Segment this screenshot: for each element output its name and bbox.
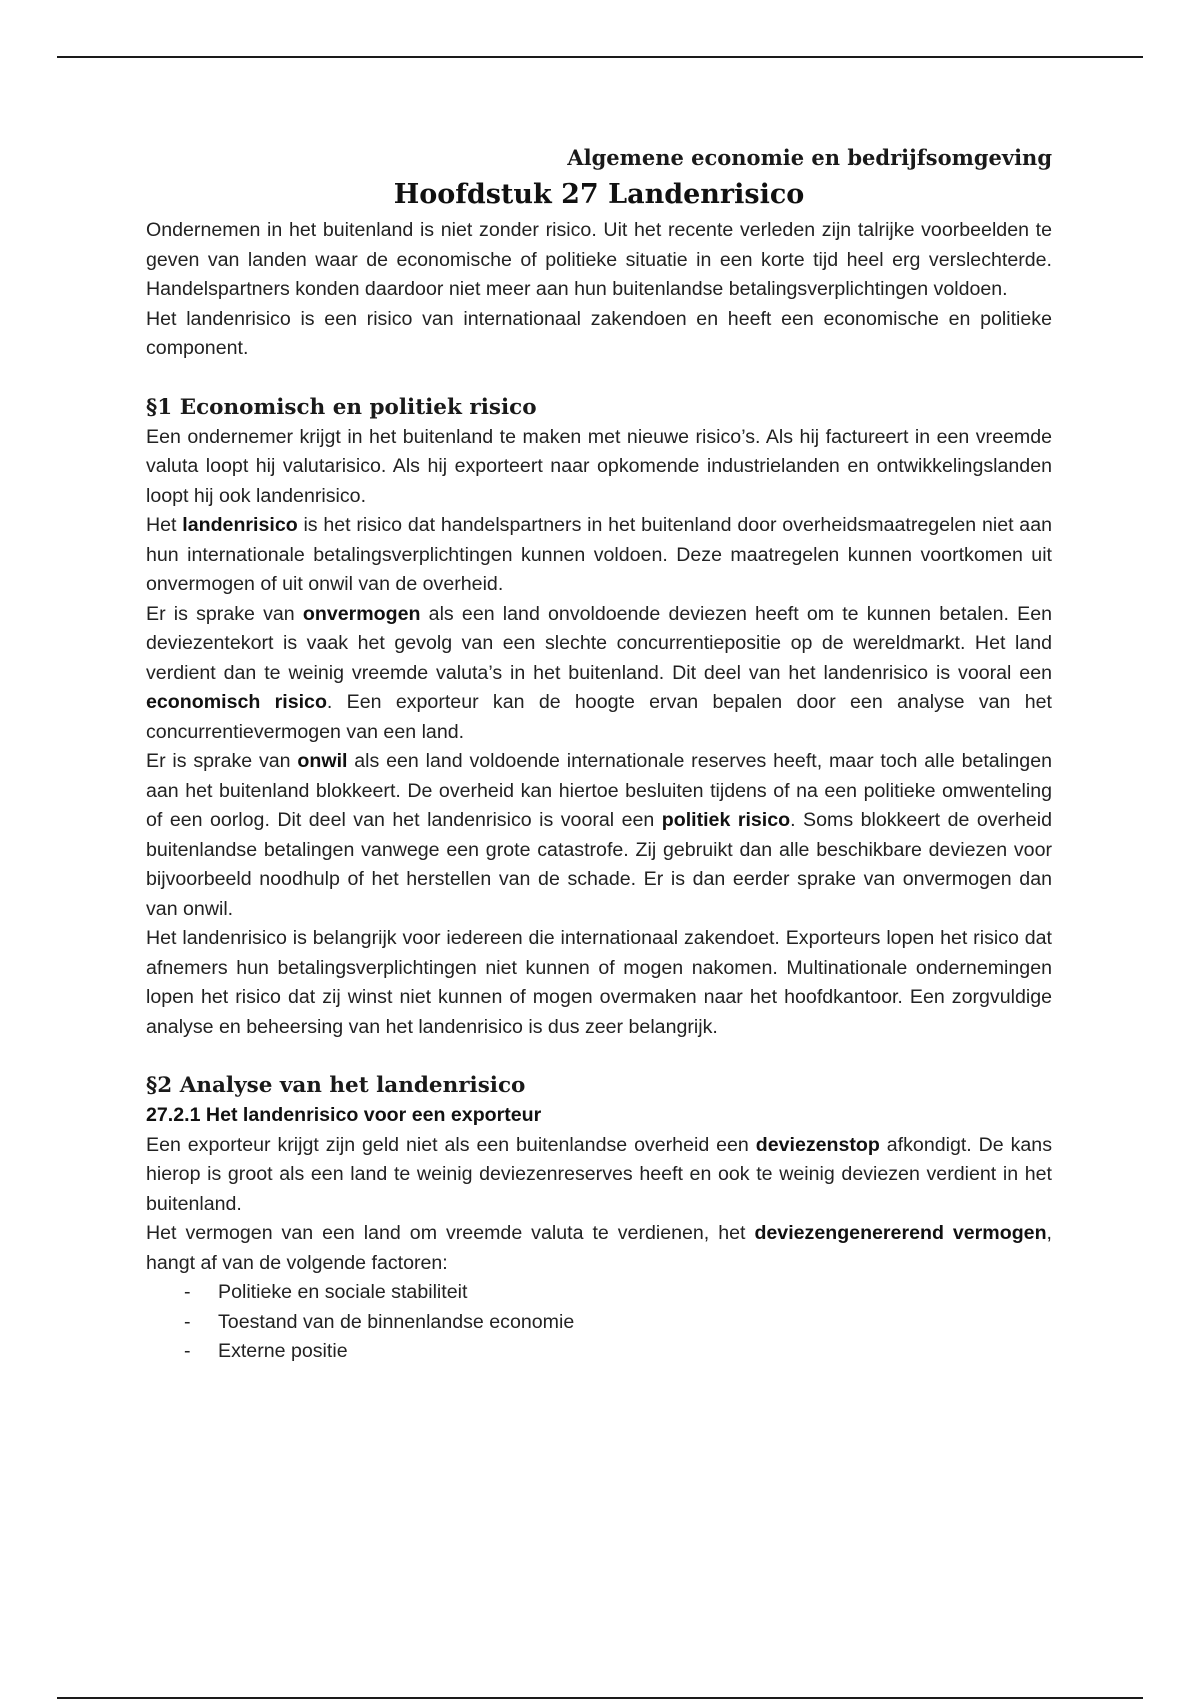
section-2-paragraph-2: Het vermogen van een land om vreemde valuta te verdienen, het deviezengenererend vermogen, hangt af van de volgende factoren: <box>146 1222 1052 1274</box>
section-1-paragraph-2: Het landenrisico is het risico dat handelspartners in het buitenland door overheidsmaatregelen niet aan hun internationale betalingsverplichtingen kunnen voldoen. Deze maatregelen kunnen voortkomen uit onvermogen of uit onwil van de overheid. <box>146 514 1052 595</box>
header-rule <box>57 56 1143 58</box>
bullet-dash: - <box>184 1340 191 1362</box>
section-1-heading: §1 Economisch en politiek risico <box>146 394 537 420</box>
factor-list <box>146 1278 1052 1367</box>
section-2-heading: §2 Analyse van het landenrisico <box>146 1073 526 1098</box>
bullet-dash: - <box>184 1310 191 1333</box>
section-2-paragraph-1: Een exporteur krijgt zijn geld niet als een buitenlandse overheid een deviezenstop afkondigt. De kans hierop is groot als een land te weinig deviezenreserves heeft en ook te weinig deviezen verdient in het buitenland. <box>146 1133 1052 1215</box>
term-politiek-risico: politiek risico <box>661 809 791 831</box>
document-page <box>146 140 1052 1367</box>
term-deviezengenererend-vermogen: deviezengenererend vermogen <box>754 1222 1047 1244</box>
subject-title: Algemene economie en bedrijfsomgeving <box>567 145 1052 170</box>
section-1-paragraph-1: Een ondernemer krijgt in het buitenland te maken met nieuwe risico’s. Als hij factureert in een vreemde valuta loopt hij valutarisico. Als hij exporteert naar opkomende industrielanden en ontwikkelingslanden loopt hij ook landenrisico. <box>146 425 1052 507</box>
list-item: - Politieke en sociale stabiliteit <box>146 1278 1052 1308</box>
term-onvermogen: onvermogen <box>302 602 421 625</box>
footer-rule <box>57 1697 1143 1699</box>
term-economisch-risico: economisch risico <box>146 691 327 713</box>
term-deviezenstop: deviezenstop <box>755 1133 880 1156</box>
term-onwil: onwil <box>297 750 348 772</box>
list-item: - Externe positie <box>146 1337 1052 1367</box>
section-1-paragraph-3: Er is sprake van onvermogen als een land onvoldoende deviezen heeft om te kunnen betalen. Een deviezentekort is vaak het gevolg van een slechte concurrentiepositie op de wereldmarkt. Het land verdient dan te weinig vreemde valuta’s in het buitenland. Dit deel van het landenrisico is vooral een economisch risico. Een exporteur kan de hoogte ervan bepalen door een analyse van het concurrentievermogen van een land. <box>146 602 1053 743</box>
list-item: - Toestand van de binnenlandse economie <box>146 1308 1052 1338</box>
intro-paragraph-1: Ondernemen in het buitenland is niet zonder risico. Uit het recente verleden zijn talrijke voorbeelden te geven van landen waar de economische of politieke situatie in een korte tijd heel erg verslechterde. Handelspartners konden daardoor niet meer aan hun buitenlandse betalingsverplichtingen voldoen. <box>146 219 1052 300</box>
term-landenrisico: landenrisico <box>182 514 298 536</box>
chapter-title: Hoofdstuk 27 Landenrisico <box>393 179 805 210</box>
section-1-paragraph-4: Er is sprake van onwil als een land voldoende internationale reserves heeft, maar toch alle betalingen aan het buitenland blokkeert. De overheid kan hiertoe besluiten tijdens of na een politieke omwenteling of een oorlog. Dit deel van het landenrisico is vooral een politiek risico. Soms blokkeert de overheid buitenlandse betalingen vanwege een grote catastrofe. Zij gebruikt dan alle beschikbare deviezen voor bijvoorbeeld noodhulp of het herstellen van de schade. Er is dan eerder sprake van onvermogen dan van onwil. <box>146 750 1052 920</box>
bullet-dash: - <box>184 1281 191 1303</box>
section-1-paragraph-5: Het landenrisico is belangrijk voor iedereen die internationaal zakendoet. Exporteurs lopen het risico dat afnemers hun betalingsverplichtingen niet kunnen of mogen nakomen. Multinationale ondernemingen lopen het risico dat zij winst niet kunnen of mogen overmaken naar het hoofdkantoor. Een zorgvuldige analyse en beheersing van het landenrisico is dus zeer belangrijk. <box>146 927 1052 1038</box>
subsection-heading: 27.2.1 Het landenrisico voor een exporteur <box>146 1104 542 1126</box>
intro-paragraph-2: Het landenrisico is een risico van internationaal zakendoen en heeft een economische en politieke component. <box>146 307 1052 359</box>
